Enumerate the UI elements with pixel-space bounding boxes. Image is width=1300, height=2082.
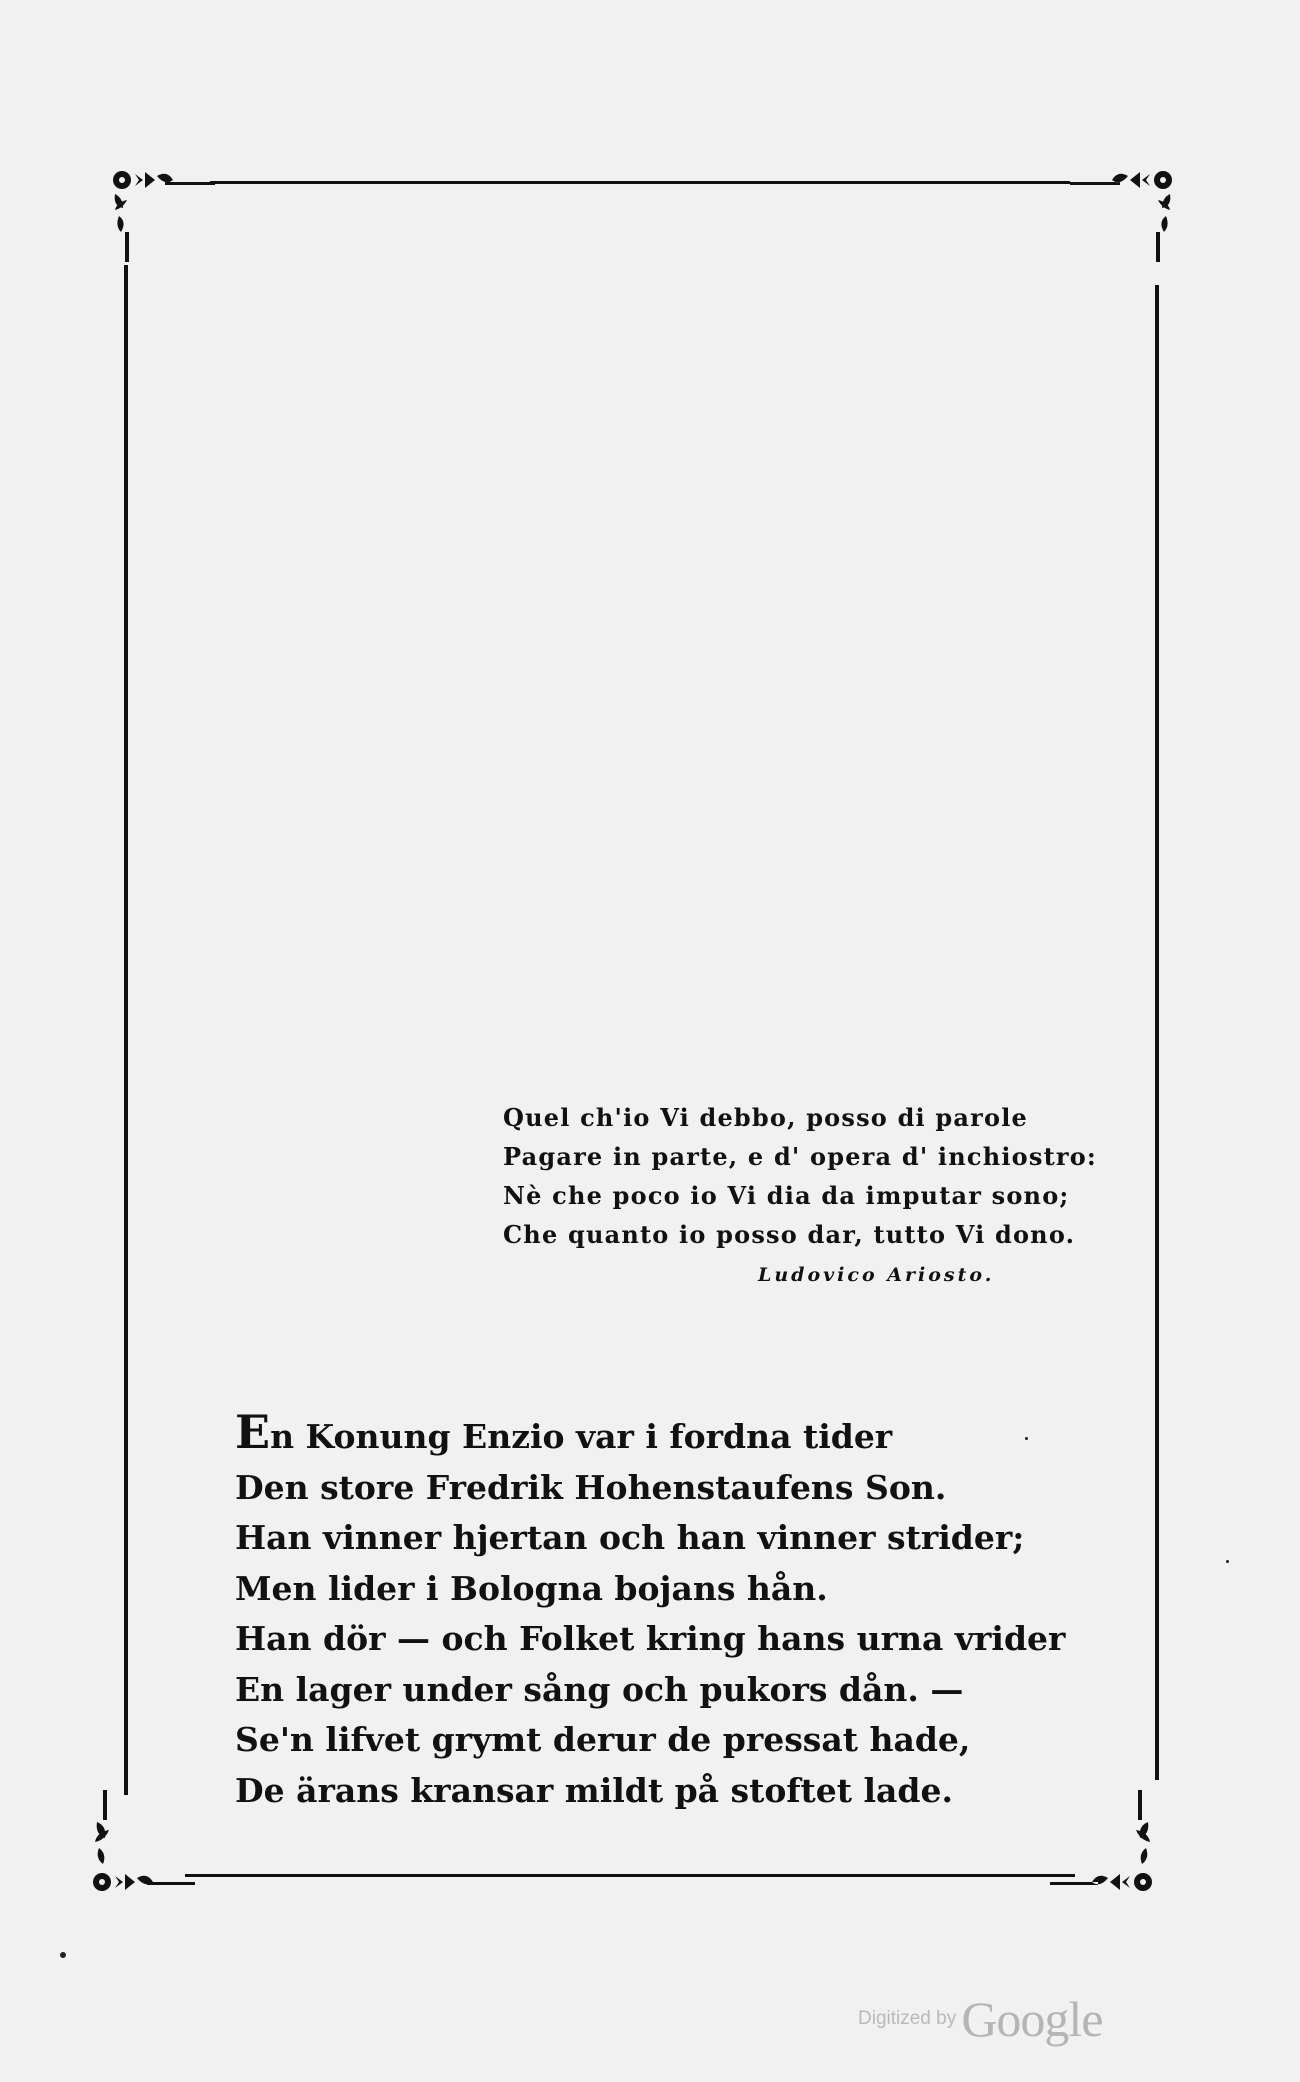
google-logo: Google [961,1991,1103,2047]
border-left-rule [124,265,128,1795]
border-right-rule [1155,285,1159,1780]
scan-speck [1025,1437,1028,1440]
poem-line-text: n Konung Enzio var i fordna tider [270,1417,893,1456]
poem-line: Han dör — och Folket kring hans urna vrider [235,1619,1066,1658]
border-bottom-rule [185,1874,1075,1877]
drop-cap: E [235,1405,271,1459]
poem-line: Men lider i Bologna bojans hån. [235,1568,828,1608]
epigraph [503,1098,1103,1254]
google-watermark [858,1990,1103,2048]
scan-speck [60,1952,66,1958]
epigraph-line: Che quanto io posso dar, tutto Vi dono. [503,1220,1076,1249]
epigraph-line: Nè che poco io Vi dia da imputar sono; [503,1181,1070,1210]
poem-stanza [235,1405,1066,1816]
poem-line: Han vinner hjertan och han vinner strider; [235,1518,1025,1557]
poem-line: Den store Fredrik Hohenstaufens Son. [235,1467,947,1507]
poem-line: Se'n lifvet grymt derur de pressat hade, [235,1720,971,1759]
scan-speck [1226,1560,1229,1563]
epigraph-line: Pagare in parte, e d' opera d' inchiostro: [503,1142,1097,1171]
floral-corner-icon [1070,160,1180,270]
epigraph-line: Quel ch'io Vi debbo, posso di parole [503,1103,1028,1132]
floral-corner-icon [1050,1790,1160,1900]
epigraph-attribution: Ludovico Ariosto. [758,1264,995,1286]
floral-corner-icon [105,160,215,270]
poem-line [235,1405,1035,1463]
poem-line: En lager under sång och pukors dån. — [235,1669,964,1709]
poem-line: De ärans kransar mildt på stoftet lade. [235,1770,953,1810]
border-top-rule [210,181,1070,184]
floral-corner-icon [85,1790,195,1900]
watermark-prefix: Digitized by [858,2008,957,2029]
